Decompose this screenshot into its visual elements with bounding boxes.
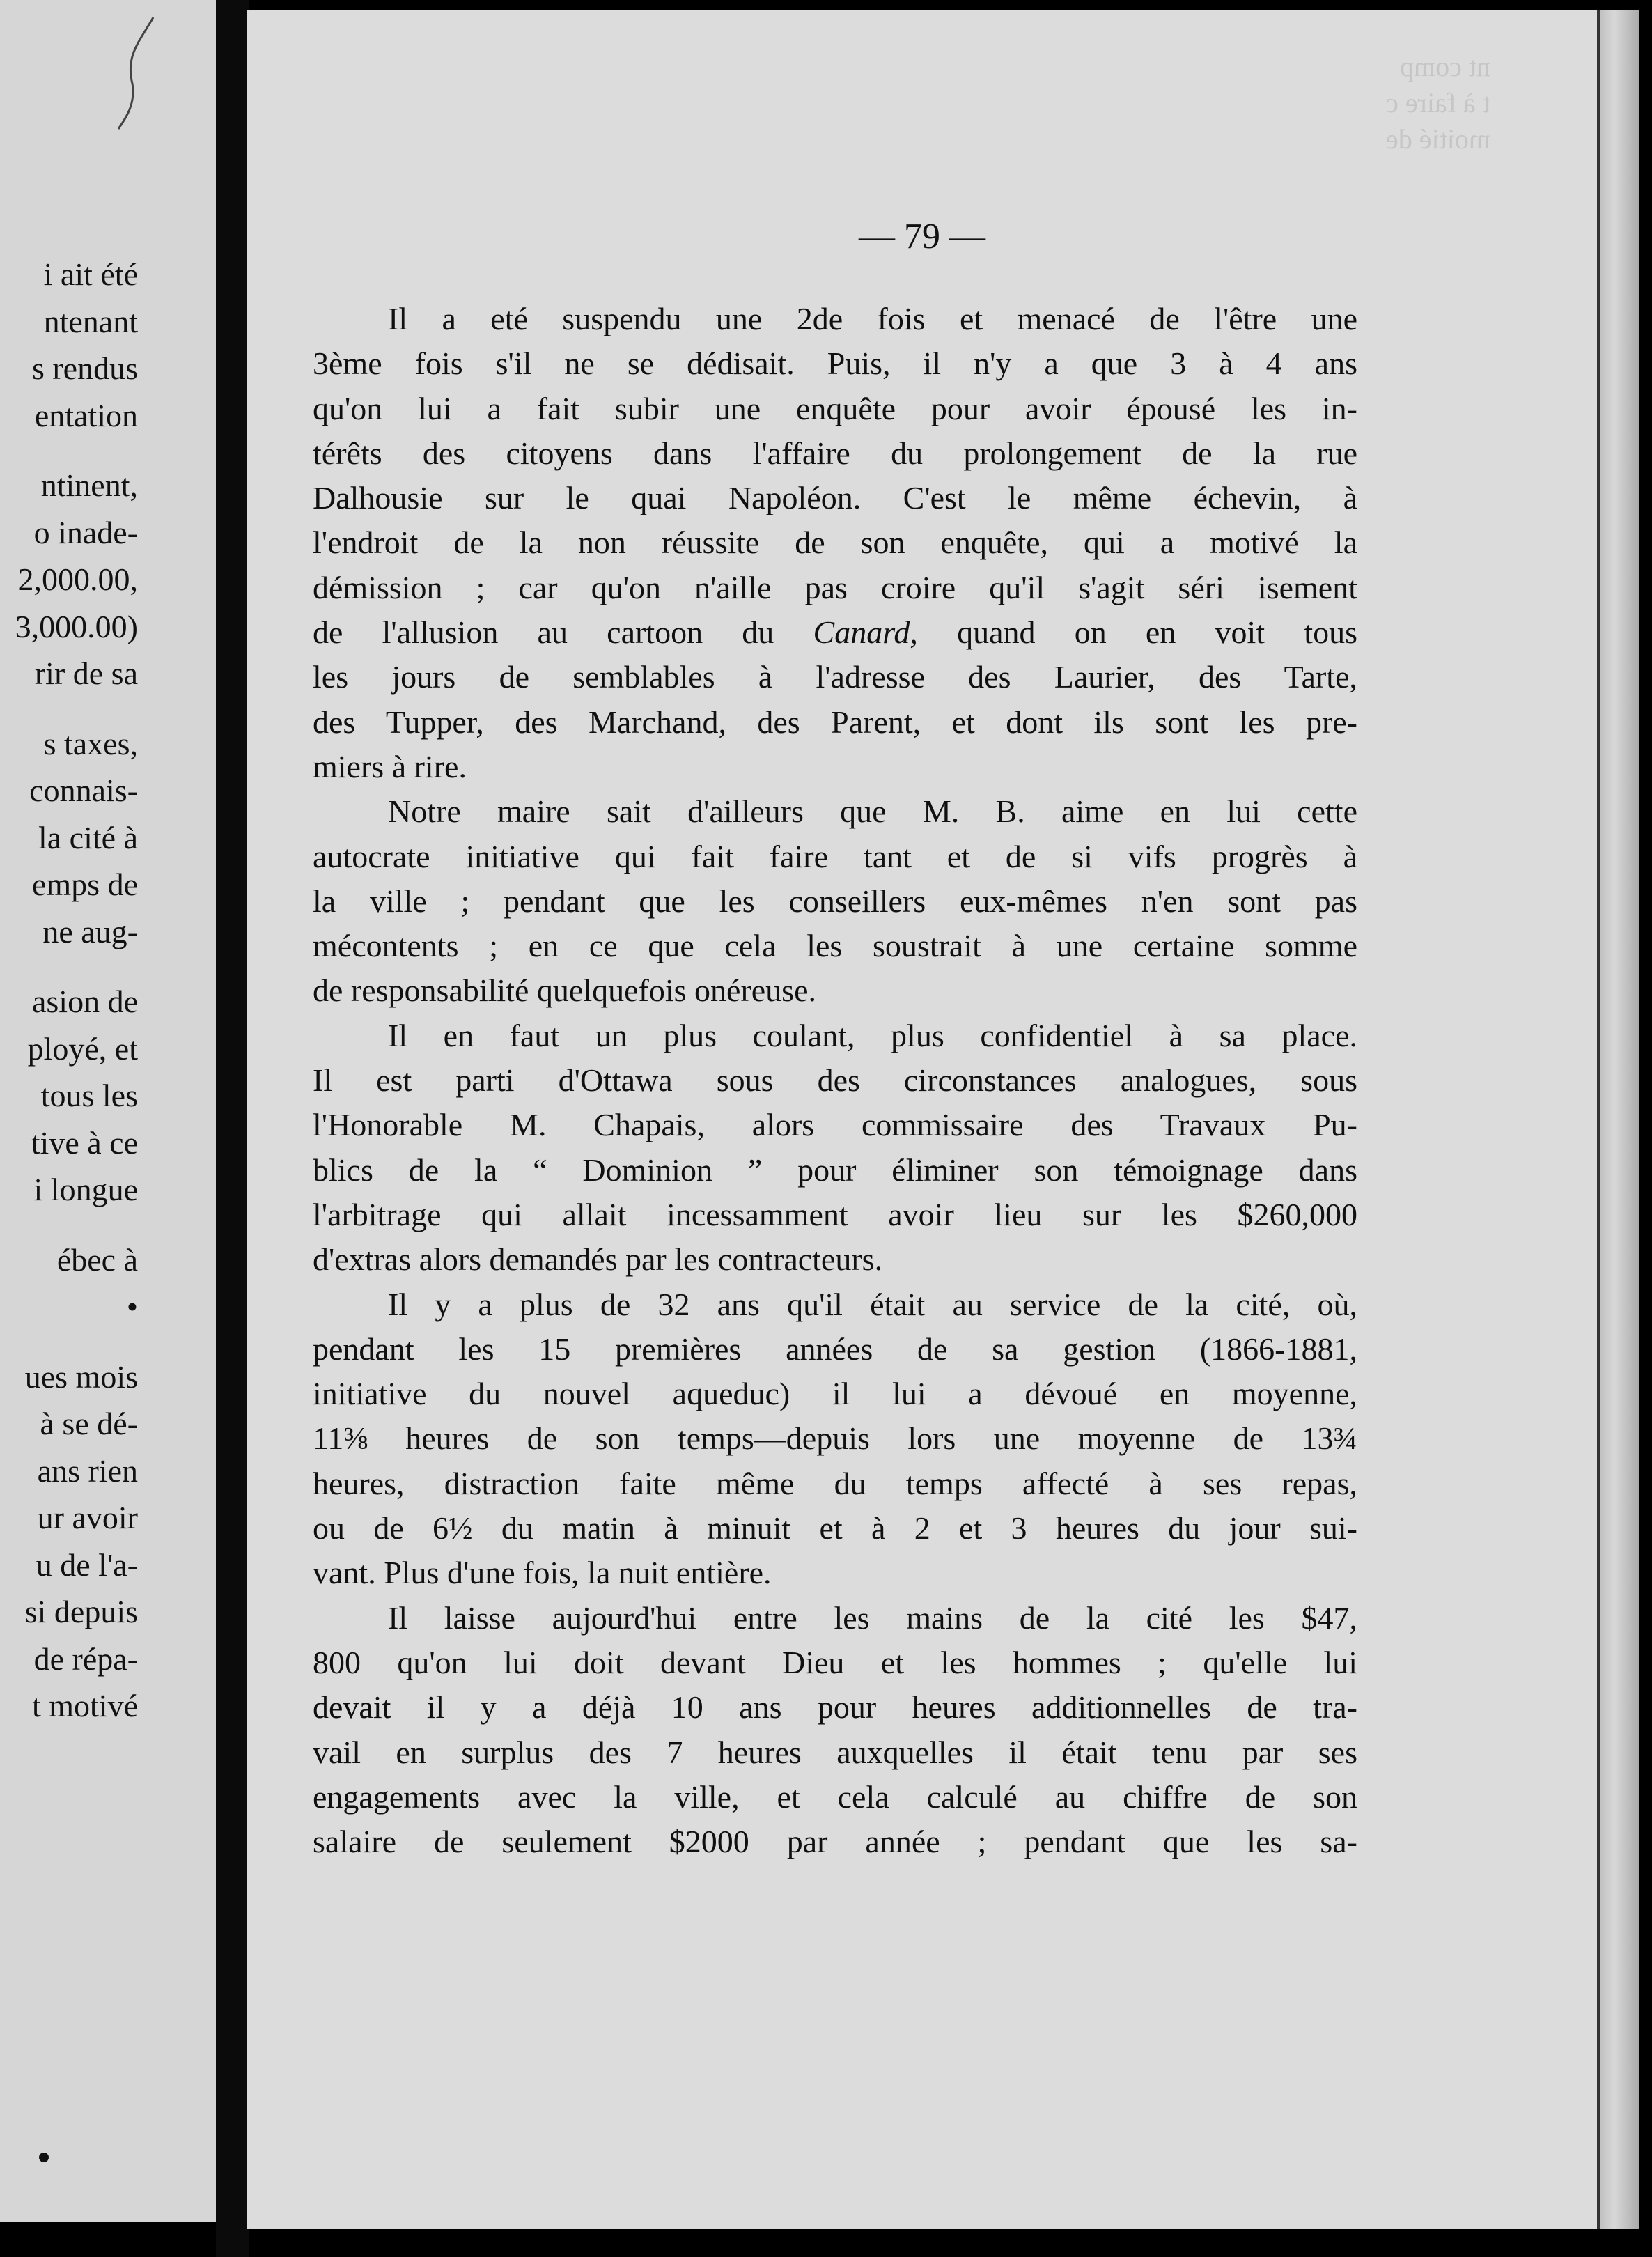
left-page-line: ues mois bbox=[24, 1358, 138, 1395]
body-line: térêts des citoyens dans l'affaire du prolongement de la rue bbox=[313, 435, 1357, 471]
left-page-line: ne aug- bbox=[42, 913, 138, 949]
left-page-line: connais- bbox=[29, 773, 138, 808]
body-line: Il en faut un plus coulant, plus confidentiel à sa place. bbox=[388, 1017, 1357, 1053]
body-line: Notre maire sait d'ailleurs que M. B. aime en lui cette bbox=[388, 793, 1357, 830]
body-line: initiative du nouvel aqueduc) il lui a dévoué en moyenne, bbox=[313, 1376, 1357, 1412]
body-line: 11⅜ heures de son temps—depuis lors une moyenne de 13¾ bbox=[313, 1420, 1357, 1457]
left-page-line: ur avoir bbox=[37, 1500, 138, 1535]
left-page-line: 2,000.00, bbox=[17, 561, 138, 597]
left-page-gap bbox=[0, 955, 138, 978]
left-page-line: de répa- bbox=[33, 1641, 138, 1677]
body-line: démission ; car qu'on n'aille pas croire qu'il s'agit séri isement bbox=[313, 569, 1357, 605]
body-line: Il est parti d'Ottawa sous des circonstances analogues, sous bbox=[313, 1062, 1357, 1099]
left-page-line: i longue bbox=[33, 1172, 138, 1207]
left-page-line: si depuis bbox=[24, 1594, 138, 1629]
body-line bbox=[313, 610, 1357, 655]
body-line: la ville ; pendant que les conseillers eux-mêmes n'en sont pas bbox=[313, 883, 1357, 919]
left-page-gap bbox=[0, 439, 138, 462]
body-line: salaire de seulement $2000 par année ; pendant que les sa- bbox=[313, 1824, 1357, 1860]
left-page-line: ans rien bbox=[37, 1452, 138, 1489]
body-line: de responsabilité quelquefois onéreuse. bbox=[313, 972, 816, 1009]
body-line: Il a eté suspendu une 2de fois et menacé de l'être une bbox=[388, 301, 1357, 336]
left-page-line: asion de bbox=[31, 984, 138, 1019]
body-line: ou de 6½ du matin à minuit et à 2 et 3 heures du jour sui- bbox=[313, 1510, 1357, 1546]
body-line: engagements avec la ville, et cela calculé au chiffre de son bbox=[313, 1778, 1357, 1815]
left-page-line: emps de bbox=[31, 867, 138, 902]
bleed-through-line: nt comp bbox=[1399, 51, 1490, 82]
book-gutter bbox=[216, 0, 249, 2257]
body-line: qu'on lui a fait subir une enquête pour avoir épousé les in- bbox=[313, 390, 1357, 426]
left-page-line: rir de sa bbox=[34, 656, 138, 691]
body-line: miers à rire. bbox=[313, 748, 467, 784]
left-page-line: s taxes, bbox=[43, 725, 138, 761]
bleed-through-line: moitié de bbox=[1386, 123, 1490, 155]
left-page-line: ébec à bbox=[56, 1241, 138, 1278]
left-page-line: i ait été bbox=[43, 256, 138, 292]
body-line: 3ème fois s'il ne se dédisait. Puis, il n'y a que 3 à 4 ans bbox=[313, 346, 1357, 382]
body-line: l'endroit de la non réussite de son enquête, qui a motivé la bbox=[313, 525, 1357, 561]
body-line-segment: de l'allusion au cartoon du bbox=[313, 614, 813, 651]
left-page-line: la cité à bbox=[38, 819, 138, 855]
bleed-through-text bbox=[1386, 49, 1490, 157]
body-line: heures, distraction faite même du temps affecté à ses repas, bbox=[313, 1465, 1357, 1501]
body-line: l'arbitrage qui allait incessamment avoir lieu sur les $260,000 bbox=[313, 1196, 1357, 1232]
left-page-line: ntenant bbox=[43, 303, 138, 339]
pencil-mark bbox=[84, 14, 167, 132]
left-page-line: 3,000.00) bbox=[15, 608, 138, 644]
body-line: l'Honorable M. Chapais, alors commissaire des Travaux Pu- bbox=[313, 1107, 1357, 1143]
body-line: Dalhousie sur le quai Napoléon. C'est le même échevin, à bbox=[313, 480, 1357, 516]
left-page-line: tous les bbox=[40, 1078, 138, 1113]
main-page bbox=[247, 10, 1598, 2229]
left-page-text bbox=[0, 251, 138, 1730]
body-line: vant. Plus d'une fois, la nuit entière. bbox=[313, 1555, 772, 1591]
body-line-segment: quand on en voit tous bbox=[917, 614, 1357, 651]
body-line: d'extras alors demandés par les contracteurs. bbox=[313, 1241, 883, 1278]
left-page-gap bbox=[0, 1213, 138, 1236]
page-number: — 79 — bbox=[859, 217, 985, 256]
body-line: des Tupper, des Marchand, des Parent, et dont ils sont les pre- bbox=[313, 704, 1357, 740]
body-line: blics de la “ Dominion ” pour éliminer son témoignage dans bbox=[313, 1151, 1357, 1188]
body-line: les jours de semblables à l'adresse des Laurier, des Tarte, bbox=[313, 659, 1357, 695]
left-page-line: s rendus bbox=[31, 350, 138, 386]
body-line: devait il y a déjà 10 ans pour heures additionnelles de tra- bbox=[313, 1689, 1357, 1725]
page-edge-shadow bbox=[1597, 10, 1600, 2229]
body-line: Il laisse aujourd'hui entre les mains de la cité les $47, bbox=[388, 1599, 1357, 1636]
left-page-line: o inade- bbox=[33, 514, 138, 550]
next-leaf-edge bbox=[1598, 10, 1639, 2229]
italic-title: Canard, bbox=[813, 614, 918, 651]
body-line: pendant les 15 premières années de sa gestion (1866-1881, bbox=[313, 1331, 1357, 1367]
left-page-line: • bbox=[126, 1289, 138, 1324]
left-page-gap bbox=[0, 1331, 138, 1354]
body-line: autocrate initiative qui fait faire tant et de si vifs progrès à bbox=[313, 838, 1357, 874]
left-page-line: ployé, et bbox=[27, 1030, 138, 1067]
left-page-line: ntinent, bbox=[40, 467, 138, 503]
left-page-line: tive à ce bbox=[31, 1124, 138, 1161]
left-page-line: t motivé bbox=[31, 1688, 138, 1723]
bleed-through-line: t à faire c bbox=[1386, 87, 1490, 118]
ink-dot bbox=[39, 2153, 49, 2162]
left-page-line: à se dé- bbox=[40, 1406, 138, 1441]
body-text bbox=[313, 297, 1357, 1864]
body-line: 800 qu'on lui doit devant Dieu et les hommes ; qu'elle lui bbox=[313, 1644, 1357, 1680]
body-line: Il y a plus de 32 ans qu'il était au service de la cité, où, bbox=[388, 1286, 1357, 1322]
left-facing-page bbox=[0, 0, 216, 2222]
left-page-line: entation bbox=[34, 397, 138, 433]
body-line: mécontents ; en ce que cela les soustrait à une certaine somme bbox=[313, 928, 1357, 964]
left-page-gap bbox=[0, 697, 138, 720]
left-page-line: u de l'a- bbox=[36, 1546, 138, 1583]
body-line: vail en surplus des 7 heures auxquelles il était tenu par ses bbox=[313, 1734, 1357, 1770]
